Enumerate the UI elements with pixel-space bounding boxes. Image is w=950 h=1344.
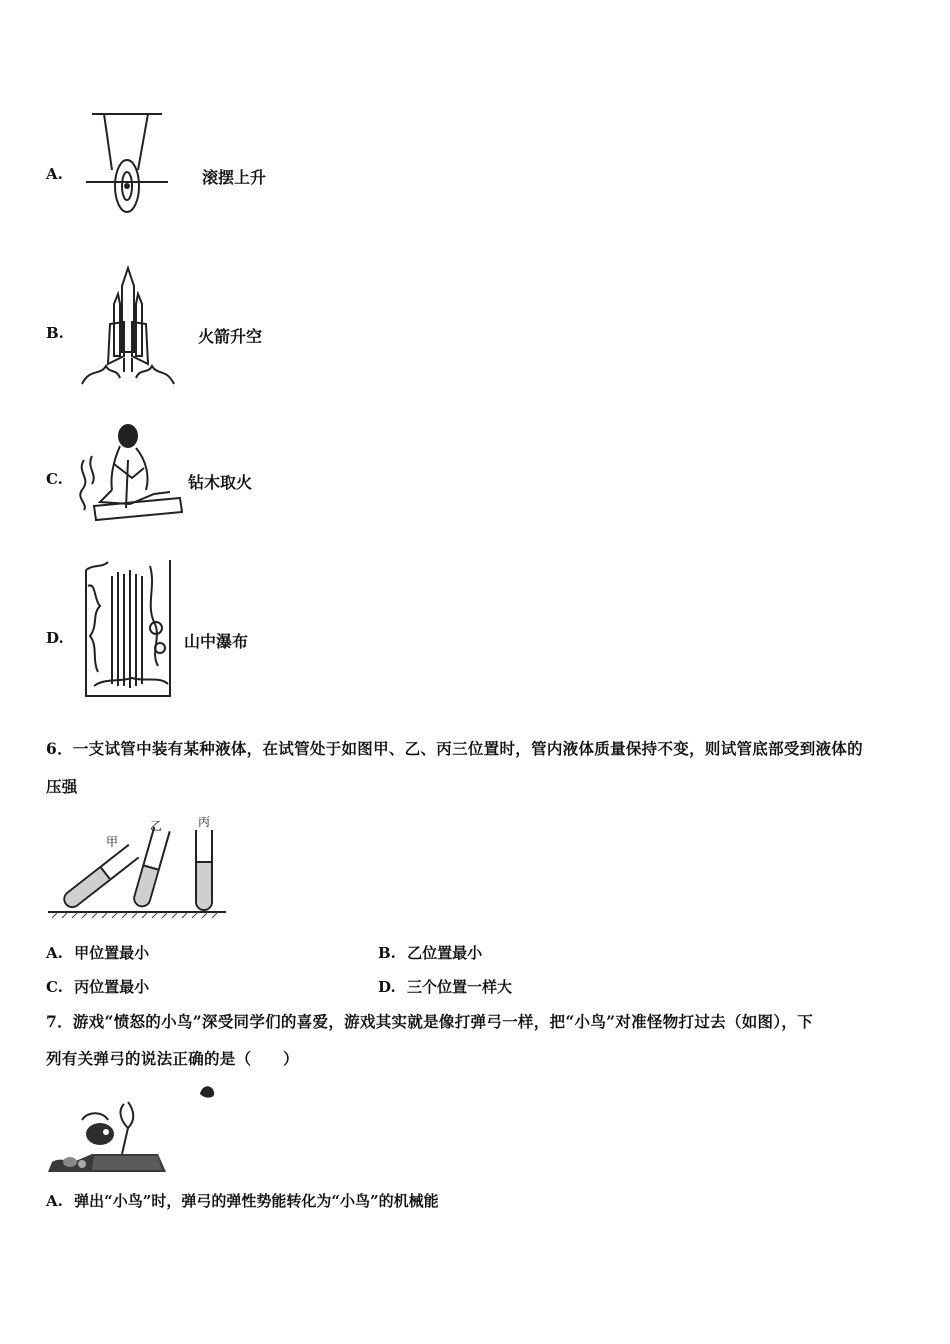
q6-option-d-letter: D. — [378, 978, 396, 996]
q6-option-b-letter: B. — [378, 944, 396, 962]
tube-label-yi: 乙 — [150, 819, 163, 833]
option-c-caption: 钻木取火 — [188, 473, 253, 492]
option-b-letter: B. — [46, 324, 64, 342]
angry-birds-slingshot-image — [48, 1080, 224, 1174]
q6-option-a[interactable] — [46, 942, 149, 963]
q6-stem-line2: 压强 — [46, 777, 78, 796]
test-tube-figure — [48, 814, 228, 920]
q6-option-c-text: 丙位置最小 — [74, 978, 150, 996]
q6-option-a-text: 甲位置最小 — [74, 944, 150, 962]
option-a-caption: 滚摆上升 — [202, 168, 267, 187]
q6-option-d[interactable] — [378, 976, 512, 997]
option-b-caption: 火箭升空 — [198, 327, 263, 346]
rocket-launch-icon — [80, 264, 176, 386]
option-d-letter: D. — [46, 629, 64, 647]
q7-stem-line2: 列有关弹弓的说法正确的是（ ） — [46, 1049, 299, 1068]
q6-option-c[interactable] — [46, 976, 149, 997]
waterfall-icon — [80, 556, 174, 698]
q6-option-a-letter: A. — [46, 944, 63, 962]
q6-option-c-letter: C. — [46, 978, 63, 996]
q7-option-a-letter: A. — [46, 1192, 63, 1210]
q7-option-a[interactable] — [46, 1190, 439, 1211]
fire-drilling-icon — [70, 420, 186, 526]
option-c-letter: C. — [46, 470, 63, 488]
q7-option-a-text: 弹出“小鸟”时，弹弓的弹性势能转化为“小鸟”的机械能 — [74, 1192, 439, 1210]
maxwell-pendulum-icon — [82, 108, 172, 218]
tube-label-bing: 丙 — [198, 815, 211, 829]
q6-option-b-text: 乙位置最小 — [407, 944, 483, 962]
q7-stem-line1: 7．游戏“愤怒的小鸟”深受同学们的喜爱，游戏其实就是像打弹弓一样，把“小鸟”对准怪物打过去（如图），下 — [46, 1012, 813, 1031]
option-a-letter: A. — [46, 165, 63, 183]
q6-option-b[interactable] — [378, 942, 482, 963]
q6-stem-line1: 6．一支试管中装有某种液体，在试管处于如图甲、乙、丙三位置时，管内液体质量保持不变，则试管底部受到液体的 — [46, 739, 863, 758]
tube-label-jia: 甲 — [106, 835, 119, 849]
q6-option-d-text: 三个位置一样大 — [406, 978, 512, 996]
option-d-caption: 山中瀑布 — [184, 632, 249, 651]
